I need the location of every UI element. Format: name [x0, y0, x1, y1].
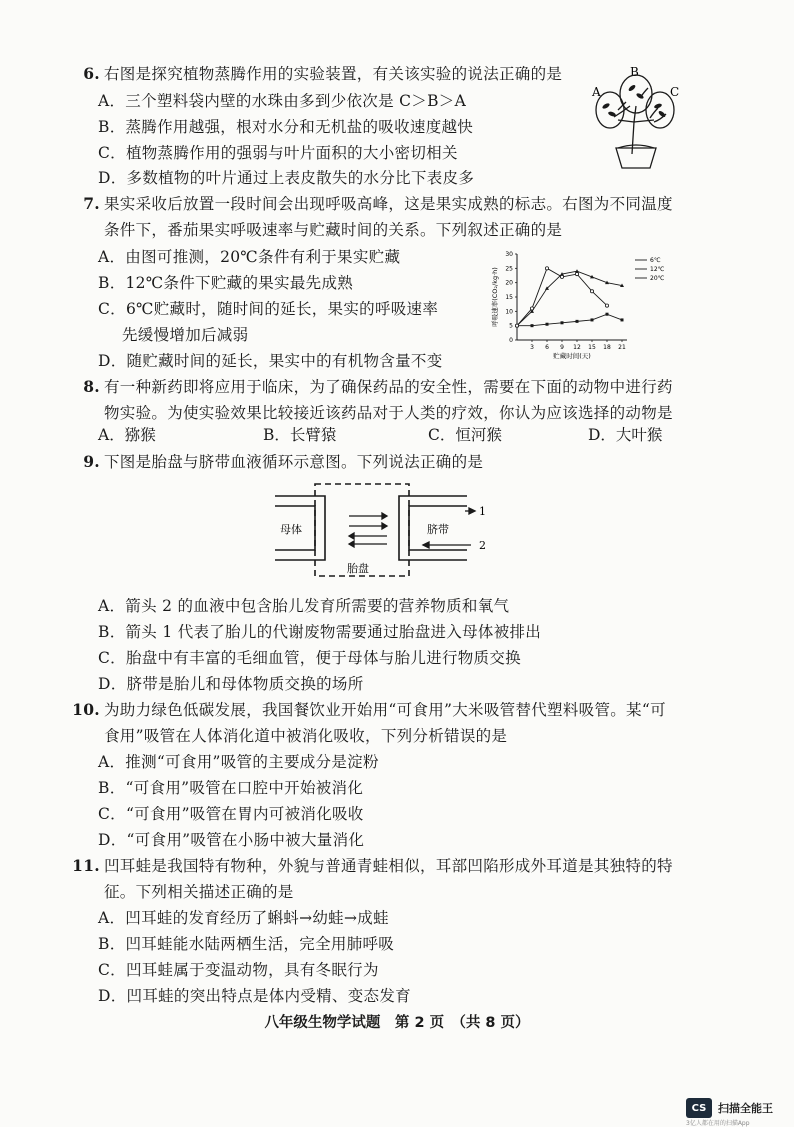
- chart-x-tick-label: 21: [618, 344, 626, 351]
- transpiration-apparatus-figure: [588, 62, 684, 172]
- chart-point: [605, 304, 608, 307]
- placenta-label: 胎盘: [347, 562, 369, 575]
- q8-option-d: D．大叶猴: [588, 426, 663, 444]
- q9-option-c: C．胎盘中有丰富的毛细血管，便于母体与胎儿进行物质交换: [98, 649, 521, 667]
- q7-stem-line2: 条件下，番茄果实呼吸速率与贮藏时间的关系。下列叙述正确的是: [104, 221, 563, 239]
- chart-x-tick-label: 18: [603, 344, 611, 351]
- arrow-1-label: 1: [479, 505, 486, 518]
- watermark-title: 扫描全能王: [718, 1102, 773, 1115]
- q8-option-c: C．恒河猴: [428, 426, 502, 444]
- q11-stem-line2: 征。下列相关描述正确的是: [104, 883, 294, 901]
- chart-y-tick-label: 15: [505, 294, 513, 301]
- q7-option-c-continued: 先缓慢增加后减弱: [122, 326, 249, 344]
- chart-series-line: [517, 271, 622, 325]
- plant-bags: [596, 75, 674, 168]
- page-footer: 八年级生物学试题 第 2 页 （共 8 页）: [264, 1015, 530, 1031]
- chart-point: [606, 313, 609, 316]
- chart-series-line: [517, 314, 622, 325]
- q9-option-a: A．箭头 2 的血液中包含胎儿发育所需要的营养物质和氧气: [98, 597, 510, 615]
- q8-option-a: A．猕猴: [98, 426, 156, 444]
- placenta-circulation-diagram: [275, 478, 507, 582]
- q10-option-d: D．“可食用”吸管在小肠中被大量消化: [98, 831, 365, 849]
- arrow-2-label: 2: [479, 539, 486, 552]
- chart-point: [530, 307, 533, 310]
- chart-point: [590, 290, 593, 293]
- chart-legend-label: 12℃: [650, 266, 665, 273]
- chart-point: [576, 320, 579, 323]
- bag-label-c: C: [670, 85, 680, 99]
- scanner-watermark: [686, 1098, 773, 1118]
- q6-option-a: A．三个塑料袋内壁的水珠由多到少依次是 C＞B＞A: [98, 92, 467, 110]
- cord-label: 脐带: [427, 523, 449, 536]
- chart-x-tick-label: 12: [573, 344, 581, 351]
- chart-x-axis-label: 贮藏时间(天): [553, 352, 591, 360]
- q8-option-b: B．长臂猿: [263, 426, 337, 444]
- chart-legend-label: 20℃: [650, 275, 665, 282]
- chart-point: [575, 272, 578, 275]
- chart-point: [560, 275, 563, 278]
- q6-stem: 6. 右图是探究植物蒸腾作用的实验装置，有关该实验的说法正确的是: [83, 64, 563, 83]
- bag-label-a: A: [592, 85, 601, 99]
- chart-x-tick-label: 15: [588, 344, 596, 351]
- q9-option-d: D．脐带是胎儿和母体物质交换的场所: [98, 675, 364, 693]
- q10-option-c: C．“可食用”吸管在胃内可被消化吸收: [98, 805, 364, 823]
- chart-y-tick-label: 25: [505, 265, 513, 273]
- watermark-subtitle: 3亿人都在用的扫描App: [686, 1120, 750, 1127]
- q7-option-a: A．由图可推测，20℃条件有利于果实贮藏: [98, 248, 401, 266]
- chart-ticks: [505, 251, 626, 351]
- chart-point: [561, 321, 564, 324]
- q6-option-c: C．植物蒸腾作用的强弱与叶片面积的大小密切相关: [98, 144, 458, 162]
- chart-point: [591, 318, 594, 321]
- q10-option-b: B．“可食用”吸管在口腔中开始被消化: [98, 779, 364, 797]
- exchange-arrows: [349, 513, 387, 547]
- chart-y-tick-label: 5: [509, 322, 513, 330]
- q9-stem: 9. 下图是胎盘与脐带血液循环示意图。下列说法正确的是: [83, 452, 484, 471]
- chart-x-tick-label: 6: [545, 344, 549, 351]
- respiration-rate-chart: [487, 244, 672, 362]
- q9-option-b: B．箭头 1 代表了胎儿的代谢废物需要通过胎盘进入母体被排出: [98, 623, 542, 641]
- q11-option-c: C．凹耳蛙属于变温动物，具有冬眠行为: [98, 961, 379, 979]
- chart-legend-label: 6℃: [650, 257, 661, 264]
- q11-option-a: A．凹耳蛙的发育经历了蝌蚪→幼蛙→成蛙: [98, 909, 389, 927]
- chart-y-tick-label: 0: [509, 337, 513, 344]
- chart-legend: [635, 257, 665, 282]
- q10-stem-line1: 10. 为助力绿色低碳发展，我国餐饮业开始用“可食用”大米吸管替代塑料吸管。某“可: [72, 700, 666, 719]
- chart-x-tick-label: 9: [560, 344, 564, 351]
- q8-stem-line1: 8. 有一种新药即将应用于临床，为了确保药品的安全性，需要在下面的动物中进行药: [83, 377, 673, 396]
- q6-option-b: B．蒸腾作用越强，根对水分和无机盐的吸收速度越快: [98, 118, 474, 136]
- bag-label-b: B: [630, 65, 639, 79]
- chart-y-tick-label: 20: [505, 279, 513, 287]
- q7-option-d: D．随贮藏时间的延长，果实中的有机物含量不变: [98, 352, 443, 370]
- q7-stem-line1: 7. 果实采收后放置一段时间会出现呼吸高峰，这是果实成熟的标志。右图为不同温度: [83, 194, 673, 213]
- chart-y-tick-label: 10: [505, 308, 513, 316]
- chart-x-tick-label: 3: [530, 344, 534, 351]
- chart-point: [545, 267, 548, 270]
- arrow-2-head: [423, 542, 429, 548]
- mother-label: 母体: [280, 523, 302, 536]
- arrow-1-head: [469, 508, 475, 514]
- chart-point: [531, 324, 534, 327]
- q10-option-a: A．推测“可食用”吸管的主要成分是淀粉: [98, 753, 379, 771]
- q8-stem-line2: 物实验。为使实验效果比较接近该药品对于人类的疗效，你认为应该选择的动物是: [104, 404, 673, 422]
- chart-series: [515, 267, 624, 328]
- q6-option-d: D．多数植物的叶片通过上表皮散失的水分比下表皮多: [98, 169, 475, 187]
- q7-option-c: C．6℃贮藏时，随时间的延长，果实的呼吸速率: [98, 300, 439, 318]
- chart-point: [621, 318, 624, 321]
- chart-point: [546, 323, 549, 326]
- q11-stem-line1: 11. 凹耳蛙是我国特有物种，外貌与普通青蛙相似，耳部凹陷形成外耳道是其独特的特: [72, 856, 673, 875]
- q11-option-d: D．凹耳蛙的突出特点是体内受精、变态发育: [98, 987, 411, 1005]
- q8-options: [98, 425, 662, 445]
- q10-stem-line2: 食用”吸管在人体消化道中被消化吸收，下列分析错误的是: [104, 727, 508, 745]
- q7-option-b: B．12℃条件下贮藏的果实最先成熟: [98, 274, 354, 292]
- chart-y-axis-label: 呼吸速率(CO₂/kg·h): [491, 267, 499, 327]
- chart-point: [515, 324, 518, 327]
- chart-y-tick-label: 30: [505, 251, 513, 258]
- q11-option-b: B．凹耳蛙能水陆两栖生活，完全用肺呼吸: [98, 935, 395, 953]
- camscanner-logo-icon: CS: [686, 1098, 712, 1118]
